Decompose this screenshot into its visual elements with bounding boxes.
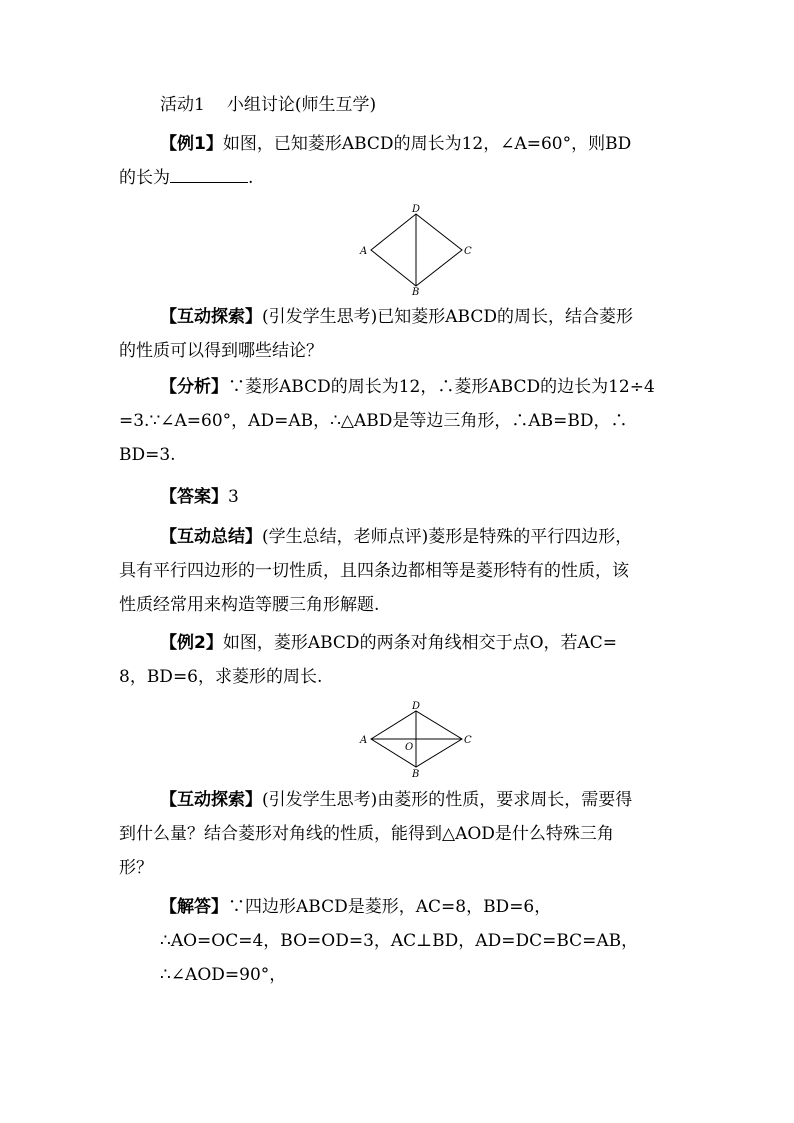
vertex-label-d: D: [412, 204, 421, 215]
activity-heading: [160, 88, 720, 122]
answer-blank: [170, 166, 248, 183]
example1-question: 【例1】如图，已知菱形ABCD的周长为12，∠A=60°，则BD 的长为 .: [119, 134, 632, 188]
vertex-label-b: B: [412, 769, 420, 778]
answer-value: 3: [228, 487, 239, 507]
vertex-label-o: O: [405, 742, 414, 753]
example1-line1: 如图，已知菱形ABCD的周长为12，∠A=60°，则BD: [222, 134, 632, 154]
example2-explore: 【互动探索】(引发学生思考)由菱形的性质，要求周长，需要得 到什么量？结合菱形对角线的性质，能得到△AOD是什么特殊三角 形？: [119, 790, 633, 878]
vertex-label-c: C: [464, 246, 472, 257]
example1-line2: 的长为: [119, 168, 170, 188]
example1-explore: 【互动探索】(引发学生思考)已知菱形ABCD的周长，结合菱形 的性质可以得到哪些结论？: [119, 307, 633, 361]
example1-label: 【例1】: [160, 134, 223, 154]
rhombus-figure-1: [355, 203, 475, 295]
vertex-label-b: B: [412, 287, 420, 295]
rhombus-figure-2: [355, 700, 475, 778]
example2-solution: 【解答】∵四边形ABCD是菱形，AC=8，BD=6， ∴AO=OC=4，BO=OD=3，AC⊥BD，AD=DC=BC=AB， ∴∠AOD=90°，: [160, 897, 639, 985]
vertex-label-d: D: [412, 701, 421, 712]
activity-subtitle: 小组讨论(师生互学): [226, 95, 377, 115]
vertex-label-a: A: [360, 735, 368, 746]
example1-analysis: 【分析】∵菱形ABCD的周长为12，∴菱形ABCD的边长为12÷4 =3.∵∠A=60°，AD=AB，∴△ABD是等边三角形，∴AB=BD，∴ BD=3.: [119, 377, 655, 465]
example2-question: 【例2】如图，菱形ABCD的两条对角线相交于点O，若AC= 8，BD=6，求菱形的周长.: [119, 633, 618, 687]
example1-answer: 【答案】3: [160, 487, 239, 507]
vertex-label-c: C: [464, 735, 472, 746]
vertex-label-a: A: [360, 246, 368, 257]
activity-title: 活动1: [160, 95, 205, 115]
example2-label: 【例2】: [160, 633, 223, 653]
example1-summary: 【互动总结】(学生总结，老师点评)菱形是特殊的平行四边形， 具有平行四边形的一切性质，且四条边都相等是菱形特有的性质，该 性质经常用来构造等腰三角形解题.: [119, 527, 633, 615]
